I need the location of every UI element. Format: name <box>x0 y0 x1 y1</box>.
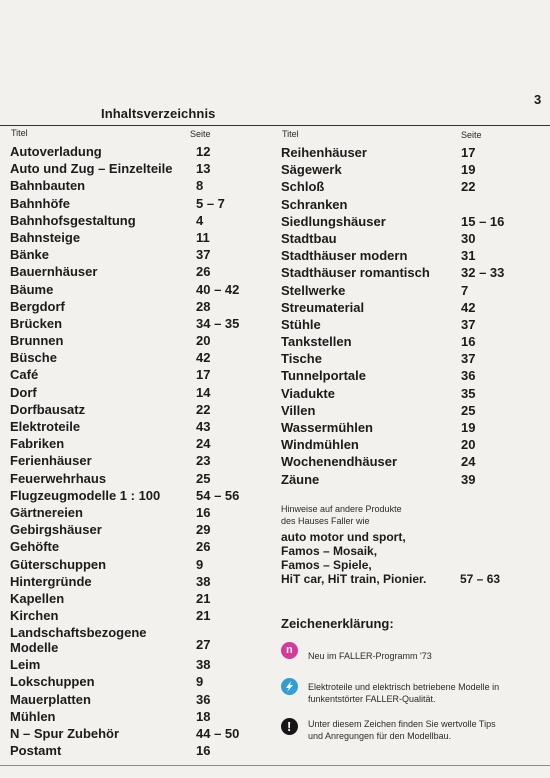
index-entry <box>10 143 270 160</box>
entry-title: Stühle <box>281 316 321 332</box>
other-products-hint <box>281 503 402 527</box>
index-list-left <box>10 143 270 759</box>
entry-title: Mauerplatten <box>10 691 91 707</box>
legend-tip-text <box>308 718 543 742</box>
legend-title: Zeichenerklärung: <box>281 616 394 631</box>
entry-page: 27 <box>196 637 211 653</box>
index-entry <box>10 656 270 673</box>
index-entry <box>281 316 541 333</box>
index-entry <box>10 487 270 504</box>
entry-page: 20 <box>461 437 476 453</box>
entry-title: Streumaterial <box>281 299 365 315</box>
entry-page: 9 <box>196 674 204 690</box>
column-header-page-left: Seite <box>190 129 211 139</box>
index-entry <box>10 298 270 315</box>
index-entry <box>10 418 270 435</box>
entry-page: 26 <box>196 264 211 280</box>
index-entry <box>10 708 270 725</box>
index-entry <box>10 452 270 469</box>
entry-title: Kapellen <box>10 590 65 606</box>
legend-electric-text <box>308 681 543 705</box>
entry-page: 43 <box>196 419 211 434</box>
entry-page: 11 <box>196 229 210 245</box>
entry-page: 22 <box>196 401 211 417</box>
entry-title: N – Spur Zubehör <box>10 726 120 741</box>
entry-page: 21 <box>196 590 211 606</box>
entry-page: 5 – 7 <box>196 195 225 211</box>
index-entry <box>10 556 270 573</box>
index-entry <box>10 742 270 759</box>
entry-title: Tische <box>281 351 322 367</box>
index-entry <box>10 212 270 229</box>
product-item: Famos – Mosaik, <box>281 544 378 558</box>
entry-page: 19 <box>461 420 476 435</box>
entry-title: Bahnsteige <box>10 229 81 245</box>
entry-page: 37 <box>461 316 476 332</box>
legend-electric-line: Elektroteile und elektrisch betriebene Modelle in <box>308 682 500 692</box>
entry-title: Stadtbau <box>281 230 337 246</box>
index-entry <box>281 367 541 384</box>
index-entry <box>10 573 270 590</box>
entry-title: Bauernhäuser <box>10 264 98 280</box>
index-entry <box>281 264 541 281</box>
entry-title: Gärtnereien <box>10 504 83 520</box>
index-entry <box>281 385 541 402</box>
index-entry <box>10 195 270 212</box>
index-entry <box>10 538 270 555</box>
index-entry <box>10 263 270 280</box>
index-entry <box>281 419 541 436</box>
header-rule <box>0 125 550 126</box>
entry-page: 7 <box>461 282 469 298</box>
entry-page: 30 <box>461 230 476 246</box>
legend-tip-line: und Anregungen für den Modellbau. <box>308 731 452 741</box>
index-entry <box>281 144 541 161</box>
index-entry <box>10 349 270 366</box>
entry-page: 25 <box>196 470 211 486</box>
index-entry <box>10 246 270 263</box>
index-entry <box>281 299 541 316</box>
entry-title: Bänke <box>10 247 50 263</box>
entry-title: Stadthäuser modern <box>281 248 408 264</box>
index-entry <box>281 247 541 264</box>
entry-page: 38 <box>196 573 211 589</box>
entry-page: 38 <box>196 657 211 673</box>
column-header-title-right: Titel <box>282 129 299 139</box>
entry-title <box>10 626 147 655</box>
entry-page: 42 <box>196 350 211 366</box>
entry-title: Bahnbauten <box>10 178 86 194</box>
entry-title: Schranken <box>281 196 348 212</box>
other-products-pages: 57 – 63 <box>460 572 501 586</box>
index-entry <box>10 384 270 401</box>
entry-page: 28 <box>196 298 211 314</box>
index-entry <box>281 471 541 488</box>
entry-page: 35 <box>461 385 476 401</box>
lightning-icon <box>281 678 298 695</box>
entry-title: Wochenendhäuser <box>281 454 398 470</box>
entry-page: 37 <box>196 247 211 263</box>
index-entry <box>10 607 270 624</box>
entry-page: 37 <box>461 351 476 367</box>
index-entry <box>10 624 270 656</box>
index-entry <box>10 725 270 742</box>
entry-title: Büsche <box>10 350 57 366</box>
index-entry <box>281 282 541 299</box>
entry-page: 14 <box>196 384 211 400</box>
entry-title: Postamt <box>10 743 62 759</box>
entry-page: 26 <box>196 539 211 555</box>
other-products-list <box>281 530 426 586</box>
index-entry <box>281 453 541 470</box>
page-title: Inhaltsverzeichnis <box>101 106 216 121</box>
index-entry <box>281 350 541 367</box>
legend-tip-line: Unter diesem Zeichen finden Sie wertvolle Tips <box>308 719 496 729</box>
entry-title: Bahnhöfe <box>10 195 70 211</box>
entry-page: 9 <box>196 556 204 572</box>
index-entry <box>10 366 270 383</box>
index-entry <box>10 470 270 487</box>
entry-title: Bergdorf <box>10 298 65 314</box>
index-entry <box>10 160 270 177</box>
entry-page: 16 <box>196 743 211 759</box>
index-entry <box>281 436 541 453</box>
product-item: Famos – Spiele, <box>281 558 372 572</box>
legend-electric-line: funkentstörter FALLER-Qualität. <box>308 694 436 704</box>
index-entry <box>281 213 541 230</box>
entry-title: Brücken <box>10 315 63 331</box>
legend-new-text: Neu im FALLER-Programm '73 <box>308 651 432 661</box>
entry-page: 4 <box>196 212 204 228</box>
entry-page: 21 <box>196 608 211 624</box>
hint-line: Hinweise auf andere Produkte <box>281 504 402 514</box>
entry-title: Flugzeugmodelle 1 : 100 <box>10 487 161 503</box>
index-entry <box>10 332 270 349</box>
entry-title: Zäune <box>281 471 320 487</box>
entry-title: Leim <box>10 657 41 673</box>
entry-title: Brunnen <box>10 333 64 349</box>
entry-title: Wassermühlen <box>281 420 373 435</box>
index-entry <box>281 230 541 247</box>
entry-title: Autoverladung <box>10 144 102 159</box>
entry-page: 36 <box>461 368 476 384</box>
entry-title: Dorf <box>10 384 37 400</box>
product-item: HiT car, HiT train, Pionier. <box>281 572 427 586</box>
entry-title: Tunnelportale <box>281 368 366 384</box>
entry-page: 16 <box>461 334 476 350</box>
entry-page: 36 <box>196 691 211 707</box>
entry-title: Gehöfte <box>10 539 60 555</box>
entry-title: Elektroteile <box>10 419 81 434</box>
entry-title: Lokschuppen <box>10 674 95 690</box>
index-entry <box>10 504 270 521</box>
entry-page: 16 <box>196 504 211 520</box>
entry-title: Bahnhofsgestaltung <box>10 212 136 228</box>
index-entry <box>10 229 270 246</box>
entry-page: 17 <box>196 367 211 383</box>
index-entry <box>281 178 541 195</box>
index-entry <box>10 590 270 607</box>
entry-page: 12 <box>196 144 211 159</box>
entry-title: Gebirgshäuser <box>10 522 102 538</box>
entry-title: Viadukte <box>281 385 335 401</box>
entry-title: Reihenhäuser <box>281 145 367 160</box>
entry-title: Café <box>10 367 39 383</box>
entry-page: 20 <box>196 333 211 349</box>
entry-title: Stadthäuser romantisch <box>281 265 430 281</box>
index-entry <box>10 435 270 452</box>
entry-title-line: Landschaftsbezogene <box>10 625 147 641</box>
entry-page: 39 <box>461 471 476 487</box>
index-entry <box>10 401 270 418</box>
hint-line: des Hauses Faller wie <box>281 516 370 526</box>
entry-page: 29 <box>196 522 211 538</box>
entry-title: Hintergründe <box>10 573 92 589</box>
entry-page: 31 <box>461 248 476 264</box>
entry-page: 40 – 42 <box>196 281 240 297</box>
index-entry <box>10 281 270 298</box>
tip-symbol: ! <box>287 719 292 734</box>
index-entry <box>10 673 270 690</box>
entry-page: 22 <box>461 179 476 195</box>
entry-title: Ferienhäuser <box>10 453 92 469</box>
entry-page: 54 – 56 <box>196 487 240 503</box>
index-list-right <box>281 144 541 488</box>
entry-title: Auto und Zug – Einzelteile <box>10 161 173 177</box>
entry-page: 8 <box>196 178 204 194</box>
bottom-rule <box>0 765 550 766</box>
entry-page: 23 <box>196 453 211 469</box>
entry-title: Stellwerke <box>281 282 346 298</box>
exclamation-icon <box>281 718 298 735</box>
entry-page: 15 – 16 <box>461 213 505 229</box>
index-entry <box>10 315 270 332</box>
entry-page: 24 <box>461 454 476 470</box>
entry-title: Villen <box>281 402 316 418</box>
index-entry <box>10 691 270 708</box>
column-header-title-left: Titel <box>11 128 28 138</box>
entry-title: Mühlen <box>10 708 56 724</box>
product-item: auto motor und sport, <box>281 530 406 544</box>
entry-title-line: Modelle <box>10 639 59 655</box>
index-entry <box>10 521 270 538</box>
entry-page: 25 <box>461 402 476 418</box>
entry-page: 42 <box>461 299 476 315</box>
entry-title: Siedlungshäuser <box>281 213 386 229</box>
entry-page: 34 – 35 <box>196 315 240 331</box>
entry-title: Bäume <box>10 281 54 297</box>
entry-page: 24 <box>196 436 211 452</box>
index-entry <box>281 161 541 178</box>
entry-title: Kirchen <box>10 608 59 624</box>
new-product-icon <box>281 642 298 659</box>
entry-page: 18 <box>196 708 211 724</box>
entry-title: Feuerwehrhaus <box>10 470 107 486</box>
entry-page: 13 <box>196 161 211 177</box>
entry-title: Tankstellen <box>281 334 352 350</box>
entry-page: 32 – 33 <box>461 265 505 281</box>
entry-page: 17 <box>461 145 476 160</box>
entry-page: 19 <box>461 162 476 178</box>
entry-title: Windmühlen <box>281 437 359 453</box>
entry-page: 44 – 50 <box>196 726 240 741</box>
entry-title: Dorfbausatz <box>10 401 86 417</box>
entry-title: Schloß <box>281 179 325 195</box>
index-entry <box>281 333 541 350</box>
entry-title: Güterschuppen <box>10 556 107 572</box>
page-number: 3 <box>534 92 542 107</box>
entry-title: Fabriken <box>10 436 65 452</box>
index-entry <box>281 402 541 419</box>
index-entry <box>10 177 270 194</box>
column-header-page-right: Seite <box>461 130 482 140</box>
new-symbol: n <box>286 644 293 656</box>
index-entry <box>281 196 541 213</box>
entry-title: Sägewerk <box>281 162 342 178</box>
